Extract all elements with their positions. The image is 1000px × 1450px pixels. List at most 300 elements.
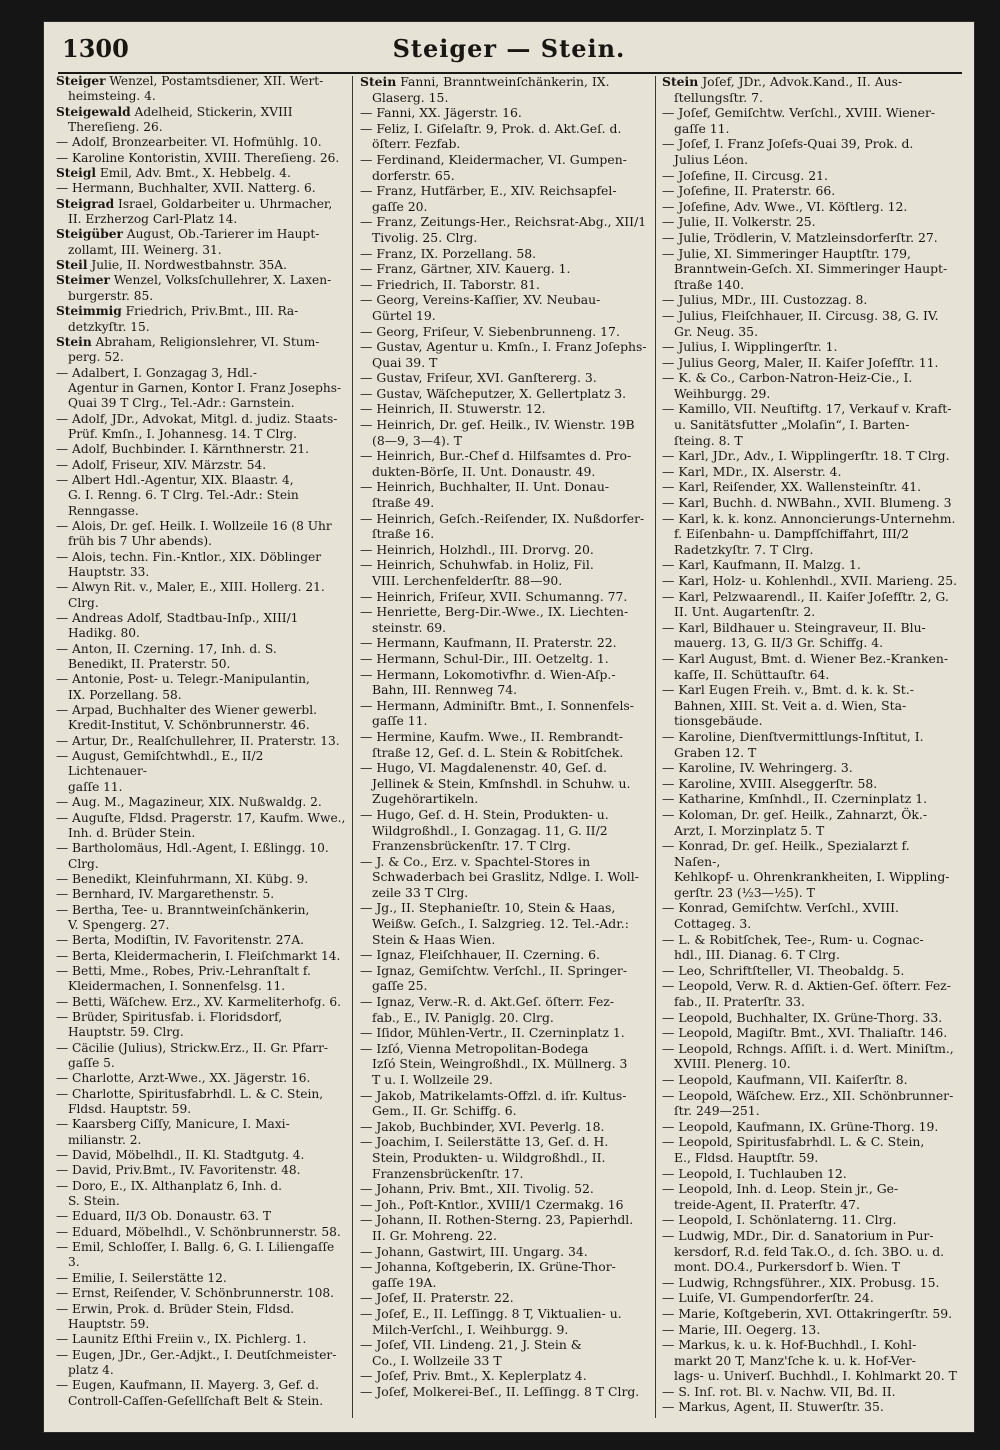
directory-entry (56, 841, 346, 872)
directory-entry (662, 1212, 958, 1228)
directory-entry (360, 152, 650, 183)
entry-text: — Erwin, Prok. d. Brüder Stein, Fldsd. Hauptstr. 59. (56, 1301, 295, 1331)
page-header (44, 22, 974, 72)
column-divider (352, 76, 353, 1418)
directory-entry (662, 230, 958, 246)
directory-entry (360, 479, 650, 510)
entry-text: — Adolf, Buchbinder. I. Kärnthnerstr. 21. (56, 442, 310, 457)
directory-entry (360, 105, 650, 121)
directory-entry (662, 74, 958, 105)
entry-text: — Gustav, Agentur u. Kmſn., I. Franz Joſephs- Quai 39. T (360, 339, 647, 370)
entry-text: — Kaarsberg Ciſſy, Manicure, I. Maxi- milianstr. 2. (56, 1117, 290, 1147)
directory-entry (360, 292, 650, 323)
entry-surname: Stein (662, 74, 699, 89)
directory-entry (662, 246, 958, 293)
directory-entry (360, 121, 650, 152)
entry-text: — Izſó, Vienna Metropolitan-Bodega Izſó Stein, Weingroßhdl., IX. Müllnerg. 3 T u. I. Wollzeile 29. (360, 1040, 628, 1087)
directory-entry (360, 1119, 650, 1135)
directory-entry (360, 74, 650, 105)
entry-text: — Joſef, VII. Lindeng. 21, J. Stein & Co., I. Wollzeile 33 T (360, 1337, 582, 1368)
entry-text: — Leo, Schriftſteller, VI. Theobaldg. 5. (662, 962, 905, 978)
column-3 (662, 74, 958, 1418)
directory-entry (662, 339, 958, 355)
entry-text: — Heinrich, Friſeur, XVII. Schumanng. 77. (360, 588, 628, 604)
entry-text: — Eduard, Möbelhdl., V. Schönbrunnerstr. 58. (56, 1224, 341, 1239)
entry-text: — Joſef, I. Franz Joſefs-Quai 39, Prok. d. Julius Léon. (662, 136, 914, 167)
directory-entry (56, 703, 346, 734)
entry-text: — Heinrich, Bur.-Chef d. Hilfsamtes d. Pro- dukten-Börſe, II. Unt. Donaustr. 49. (360, 448, 632, 479)
directory-entry (360, 1337, 650, 1368)
entry-text: — Karl, k. k. konz. Annoncierungs-Unternehm. f. Eiſenbahn- u. Dampfſchiffahrt, III/2 Radetzkyſtr. 7. T Clrg. (662, 510, 956, 557)
entry-surname: Steiger (56, 74, 106, 88)
directory-entry (662, 900, 958, 931)
directory-entry (56, 442, 346, 457)
directory-entry (360, 1368, 650, 1384)
directory-entry (360, 261, 650, 277)
entry-text: — Franz, IX. Porzellang. 58. (360, 245, 537, 261)
directory-entry (662, 557, 958, 573)
entry-text: — Julius, Fleiſchhauer, II. Circusg. 38, G. IV. Gr. Neug. 35. (662, 307, 939, 339)
directory-entry (662, 729, 958, 760)
entry-text: — Karoline, Dienſtvermittlungs-Inſtitut, I. Graben 12. T (662, 728, 924, 760)
entry-text: — Markus, k. u. k. Hof-Buchhdl., I. Kohl- markt 20 T, Manz'ſche k. u. k. Hof-Ver- lags- u. Univerſ. Buchhdl., I. Kohlmarkt 20. T (662, 1337, 957, 1384)
entry-text: — Hermann, Adminiſtr. Bmt., I. Sonnenfels- gaſſe 11. (360, 697, 634, 729)
directory-entry (662, 292, 958, 308)
entry-text: — Johann, II. Rothen-Sterng. 23, Papierhdl. II. Gr. Mohreng. 22. (360, 1212, 634, 1243)
column-2 (360, 74, 650, 1418)
entry-text: — Karoline, XVIII. Alseggerſtr. 58. (662, 775, 878, 791)
directory-entry (360, 417, 650, 448)
directory-entry (56, 1087, 346, 1118)
entry-text: — Gustav, Wäſcheputzer, X. Gellertplatz 3. (360, 385, 627, 401)
directory-entry (360, 1025, 650, 1041)
directory-entry (56, 749, 346, 795)
directory-entry (360, 1088, 650, 1119)
directory-entry (662, 776, 958, 792)
directory-entry (662, 448, 958, 464)
entry-text: — Julie, II. Volkerstr. 25. (662, 214, 816, 230)
entry-text: — Hermine, Kaufm. Wwe., II. Rembrandt- ſtraße 12, Geſ. d. L. Stein & Robitſchek. (360, 728, 624, 760)
entry-text: — Heinrich, Geſch.-Reiſender, IX. Nußdorfer- ſtraße 16. (360, 510, 645, 542)
directory-entry (360, 542, 650, 558)
entry-text: — Franz, Zeitungs-Her., Reichsrat-Abg., XII/1 Tivolig. 25. Clrg. (360, 214, 647, 245)
directory-entry (662, 791, 958, 807)
entry-text: — Charlotte, Spiritusfabrhdl. L. & C. Stein, Fldsd. Hauptstr. 59. (56, 1086, 324, 1117)
directory-entry (56, 458, 346, 473)
entry-text: — Marie, Koſtgeberin, XVI. Ottakringerſtr. 59. (662, 1305, 953, 1321)
directory-entry (56, 519, 346, 550)
directory-entry (662, 1181, 958, 1212)
directory-entry (662, 978, 958, 1009)
entry-text: — Hermann, Lokomotivfhr. d. Wien-Aſp.- Bahn, III. Rennweg 74. (360, 666, 616, 698)
directory-entry (662, 479, 958, 495)
directory-entry (360, 1244, 650, 1260)
directory-entry (56, 473, 346, 519)
directory-entry (662, 1010, 958, 1026)
directory-entry (360, 947, 650, 963)
column-divider (655, 76, 656, 1418)
directory-entry (56, 1041, 346, 1072)
entry-text: — Karl, Pelzwaarendl., II. Kaiſer Joſefſtr. 2, G. II. Unt. Augartenſtr. 2. (662, 588, 949, 620)
entry-text: — Jakob, Buchbinder, XVI. Peverlg. 18. (360, 1118, 605, 1134)
directory-entry (360, 1384, 650, 1400)
directory-entry (56, 1240, 346, 1271)
entry-text: — Johann, Priv. Bmt., XII. Tivolig. 52. (360, 1181, 594, 1197)
entry-text: — Leopold, Rchngs. Aſſiſt. i. d. Wert. Miniſtm., XVIII. Plenerg. 10. (662, 1040, 954, 1072)
entry-surname: Steimmig (56, 304, 122, 319)
directory-entry (360, 994, 650, 1025)
running-head: Steiger — Stein. (392, 34, 626, 63)
directory-entry (360, 1197, 650, 1213)
entry-text: — Ignaz, Fleiſchhauer, II. Czerning. 6. (360, 947, 600, 963)
entry-text: — Antonie, Post- u. Telegr.-Manipulantin, IX. Porzellang. 58. (56, 672, 310, 702)
directory-entry (56, 151, 346, 166)
directory-entry (360, 183, 650, 214)
directory-entry (662, 651, 958, 682)
entry-text: Adelheid, Stickerin, XVIII Thereſieng. 26. (68, 104, 293, 135)
entry-text: — Joſef, Gemiſchtw. Verſchl., XVIII. Wiener- gaſſe 11. (662, 105, 936, 136)
entry-text: — Leopold, Verw. R. d. Aktien-Geſ. öſterr. Fez- fab., II. Praterſtr. 33. (662, 978, 951, 1010)
entry-text: — Joachim, I. Seilerstätte 13, Geſ. d. H. Stein, Produkten- u. Wildgroßhdl., II. Franzensbrückenſtr. 17. (360, 1134, 609, 1181)
entry-text: — Charlotte, Arzt-Wwe., XX. Jägerstr. 16. (56, 1071, 311, 1086)
entry-text: — Karl, Buchh. d. NWBahn., XVII. Blumeng. 3 (662, 495, 952, 511)
entry-text: — Julius, I. Wipplingerſtr. 1. (662, 339, 838, 355)
entry-text: — Karl Eugen Freih. v., Bmt. d. k. k. St.- Bahnen, XIII. St. Veit a. d. Wien, Sta- tionsgebäude. (662, 682, 914, 729)
entry-text: — K. & Co., Carbon-Natron-Heiz-Cie., I. Weihburgg. 29. (662, 370, 913, 401)
directory-entry (360, 246, 650, 262)
entry-text: — Karl August, Bmt. d. Wiener Bez.-Kranken- kaſſe, II. Schüttauſtr. 64. (662, 650, 949, 682)
entry-surname: Steimer (56, 273, 110, 288)
directory-entry (662, 355, 958, 371)
entry-text: — Iſidor, Mühlen-Vertr., II. Czerninplatz 1. (360, 1025, 625, 1041)
entry-text: — Karl, Bildhauer u. Steingraveur, II. Blu- mauerg. 13, G. II/3 Gr. Schiffg. 4. (662, 619, 926, 651)
entry-text: — Ludwig, Rchngsführer., XIX. Probusg. 15. (662, 1274, 940, 1290)
entry-text: — Eduard, II/3 Ob. Donaustr. 63. T (56, 1209, 271, 1224)
directory-entry (56, 580, 346, 611)
directory-entry (56, 166, 346, 181)
directory-entry (56, 1225, 346, 1240)
entry-text: — Karl, JDr., Adv., I. Wipplingerſtr. 18. T Clrg. (662, 448, 950, 464)
entry-text: — Cäcilie (Julius), Strickw.Erz., II. Gr. Pfarr- gaſſe 5. (56, 1040, 329, 1070)
directory-entry (56, 903, 346, 934)
directory-entry (360, 214, 650, 245)
directory-entry (662, 1290, 958, 1306)
entry-text: — Julius Georg, Maler, II. Kaiſer Joſefſtr. 11. (662, 354, 939, 370)
entry-text: — Konrad, Gemiſchtw. Verſchl., XVIII. Cottageg. 3. (662, 900, 899, 932)
entry-text: Friedrich, Priv.Bmt., III. Ra- detzkyſtr. 15. (68, 304, 299, 334)
entry-text: Emil, Adv. Bmt., X. Hebbelg. 4. (95, 166, 291, 181)
directory-entry (56, 1271, 346, 1286)
entry-text: — Leopold, I. Tuchlauben 12. (662, 1165, 847, 1181)
directory-entry (662, 1384, 958, 1400)
directory-entry (360, 1181, 650, 1197)
entry-text: — Julius, MDr., III. Custozzag. 8. (662, 292, 868, 308)
entry-text: — Berta, Kleidermacherin, I. Fleiſchmarkt 14. (56, 948, 341, 963)
entry-text: — Konrad, Dr. geſ. Heilk., Spezialarzt f. Naſen-, Kehlkopf- u. Ohrenkrankheiten, I. Wippling- gerſtr. 23 (½3—½5). T (662, 838, 950, 900)
directory-entry (662, 682, 958, 729)
entry-surname: Steigl (56, 166, 96, 181)
directory-entry (662, 1306, 958, 1322)
entry-text: — Leopold, Buchhalter, IX. Grüne-Thorg. 33. (662, 1009, 943, 1025)
directory-entry (662, 1228, 958, 1275)
entry-text: — Ernst, Reiſender, V. Schönbrunnerstr. 108. (56, 1286, 335, 1301)
directory-entry (360, 854, 650, 901)
entry-text: — Betti, Wäſchew. Erz., XV. Karmeliterhofg. 6. (56, 994, 341, 1009)
directory-entry (56, 197, 346, 228)
directory-entry (56, 550, 346, 581)
directory-entry (360, 277, 650, 293)
directory-entry (56, 258, 346, 273)
entry-text: — Marie, III. Oegerg. 13. (662, 1321, 821, 1337)
entry-text: — Emilie, I. Seilerstätte 12. (56, 1270, 227, 1285)
entry-text: August, Ob.-Tarierer im Haupt- zollamt, III. Weinerg. 31. (68, 227, 320, 257)
entry-text: — Leopold, Spiritusfabrhdl. L. & C. Stein, E., Fldsd. Hauptſtr. 59. (662, 1134, 925, 1165)
column-1 (56, 74, 346, 1418)
directory-entry (360, 448, 650, 479)
directory-entry (662, 807, 958, 838)
entry-text: — Eugen, JDr., Ger.-Adjkt., I. Deutſchmeister- platz 4. (56, 1347, 337, 1377)
entry-text: — Adalbert, I. Gonzagag 3, Hdl.- Agentur in Garnen, Kontor I. Franz Josephs- Quai 39 T Clrg., Tel.-Adr.: Garnstein. (56, 365, 342, 411)
entry-text: — Ludwig, MDr., Dir. d. Sanatorium in Pur- kersdorf, R.d. feld Tak.O., d. ſch. 3BO. u. d. mont. DO.4., Purkersdorf b. Wien. T (662, 1227, 945, 1275)
entry-text: — Alois, Dr. geſ. Heilk. I. Wollzeile 16 (8 Uhr früh bis 7 Uhr abends). (56, 518, 332, 549)
entry-text: — Julie, XI. Simmeringer Hauptſtr. 179, Branntwein-Geſch. XI. Simmeringer Haupt- ſtraße 140. (662, 245, 948, 292)
directory-entry (56, 642, 346, 673)
entry-text: — Joſefine, Adv. Wwe., VI. Köſtlerg. 12. (662, 198, 908, 214)
entry-text: — August, Gemiſchtwhdl., E., II/2 Lichtenauer- gaſſe 11. (56, 749, 264, 794)
directory-entry (662, 1399, 958, 1415)
entry-text: — Eugen, Kaufmann, II. Mayerg. 3, Gef. d. Controll-Caſſen-Geſellſchaft Belt & Stein. (56, 1378, 324, 1408)
entry-surname: Steigewald (56, 104, 131, 119)
entry-text: — Karl, Holz- u. Kohlenhdl., XVII. Marieng. 25. (662, 573, 958, 588)
directory-entry (662, 105, 958, 136)
directory-entry (56, 672, 346, 703)
directory-entry (662, 511, 958, 558)
directory-entry (56, 1148, 346, 1163)
entry-text: — Albert Hdl.-Agentur, XIX. Blaastr. 4, G. I. Renng. 6. T Clrg. Tel.-Adr.: Stein Renngasse. (56, 472, 299, 518)
entry-text: — Arpad, Buchhalter des Wiener gewerbl. Kredit-Institut, V. Schönbrunnerstr. 46. (56, 703, 317, 733)
entry-text: — Ignaz, Gemiſchtw. Verſchl., II. Springer- gaſſe 25. (360, 962, 628, 994)
directory-entry (56, 611, 346, 642)
directory-entry (56, 949, 346, 964)
directory-entry (360, 729, 650, 760)
directory-entry (662, 1088, 958, 1119)
entry-text: — Johann, Gastwirt, III. Ungarg. 34. (360, 1243, 588, 1259)
entry-text: — Aug. M., Magazineur, XIX. Nußwaldg. 2. (56, 795, 322, 810)
directory-entry (56, 1378, 346, 1409)
directory-entry (360, 1134, 650, 1181)
directory-entry (662, 464, 958, 480)
entry-text: — Artur, Dr., Realſchullehrer, II. Praterstr. 13. (56, 733, 340, 748)
entry-text: Wenzel, Postamtsdiener, XII. Wert- heimsteing. 4. (68, 74, 324, 104)
directory-entry (56, 1163, 346, 1178)
directory-entry (360, 1306, 650, 1337)
entry-text: — Leopold, Magiſtr. Bmt., XVI. Thaliaſtr. 146. (662, 1025, 948, 1041)
entry-text: — Karoline, IV. Wehringerg. 3. (662, 760, 853, 776)
entry-text: — Karl, MDr., IX. Alserstr. 4. (662, 463, 842, 479)
entry-text: — Adolf, Friseur, XIV. Märzstr. 54. (56, 457, 267, 472)
entry-text: — Heinrich, Holzhdl., III. Drorvg. 20. (360, 541, 594, 557)
directory-entry (56, 811, 346, 842)
entry-text: — Markus, Agent, II. Stuwerſtr. 35. (662, 1399, 884, 1415)
entry-surname: Stein (360, 74, 397, 89)
entry-text: — Karl, Reiſender, XX. Wallensteinſtr. 41. (662, 479, 922, 495)
directory-entry (360, 401, 650, 417)
directory-entry (56, 795, 346, 810)
directory-page (44, 22, 974, 1432)
directory-entry (662, 308, 958, 339)
directory-entry (662, 573, 958, 589)
entry-surname: Stein (56, 334, 92, 349)
directory-entry (662, 1134, 958, 1165)
entry-text: — Franz, Hutfärber, E., XIV. Reichsapfel- gaſſe 20. (360, 183, 617, 214)
entry-text: — Heinrich, Schuhwfab. in Holiz, Fil. VIII. Lerchenfelderſtr. 88—90. (360, 557, 594, 588)
directory-entry (360, 1259, 650, 1290)
directory-entry (662, 401, 958, 448)
entry-text: — Alois, techn. Fin.-Kntlor., XIX. Döblinger Hauptstr. 33. (56, 549, 322, 579)
page-number: 1300 (62, 34, 129, 63)
entry-text: — L. & Robitſchek, Tee-, Rum- u. Cognac- hdl., III. Dianag. 6. T Clrg. (662, 931, 924, 963)
directory-entry (360, 698, 650, 729)
entry-text: — Joſefine, II. Praterstr. 66. (662, 183, 836, 199)
directory-entry (360, 900, 650, 947)
directory-entry (360, 324, 650, 340)
directory-entry (56, 366, 346, 412)
entry-text: — Hugo, Geſ. d. H. Stein, Produkten- u. Wildgroßhdl., I. Gonzagag. 11, G. II/2 Franzensbrückenſtr. 17. T Clrg. (360, 806, 609, 854)
directory-entry (360, 1041, 650, 1088)
entry-text: — Emil, Schloſſer, I. Ballg. 6, G. I. Liliengaſſe 3. (56, 1240, 335, 1270)
directory-entry (662, 495, 958, 511)
entry-text: — Launitz Eſthi Freiin v., IX. Pichlerg. 1. (56, 1332, 307, 1347)
directory-entry (56, 181, 346, 196)
directory-entry (56, 1209, 346, 1224)
directory-entry (360, 807, 650, 854)
entry-text: — Adolf, JDr., Advokat, Mitgl. d. judiz. Staats- Prüf. Kmſn., I. Johannesg. 14. T Clrg. (56, 411, 338, 441)
entry-text: — Franz, Gärtner, XIV. Kauerg. 1. (360, 261, 571, 277)
directory-entry (662, 183, 958, 199)
directory-entry (360, 635, 650, 651)
directory-entry (360, 963, 650, 994)
directory-entry (56, 1302, 346, 1333)
entry-text: — Karl, Kaufmann, II. Malzg. 1. (662, 557, 861, 573)
directory-entry (56, 887, 346, 902)
entry-text: — Berta, Modiſtin, IV. Favoritenstr. 27A. (56, 933, 304, 948)
directory-entry (360, 760, 650, 807)
entry-text: Fanni, Branntweinſchänkerin, IX. Glaserg. 15. (372, 74, 610, 105)
entry-text: Joſef, JDr., Advok.Kand., II. Aus- ſtellungsſtr. 7. (674, 74, 903, 105)
directory-entry (360, 1212, 650, 1243)
entry-text: — Betti, Mme., Robes, Priv.-Lehranſtalt f. Kleidermachen, I. Sonnenfelsg. 11. (56, 963, 311, 994)
directory-entry (662, 199, 958, 215)
entry-text: Israel, Goldarbeiter u. Uhrmacher, II. Erzherzog Carl-Platz 14. (68, 196, 333, 227)
directory-entry (360, 1290, 650, 1306)
entry-text: — Hugo, VI. Magdalenenstr. 40, Geſ. d. Jellinek & Stein, Kmſnshdl. in Schuhw. u. Zugehörartikeln. (360, 760, 631, 807)
entry-text: — Heinrich, Buchhalter, II. Unt. Donau- ſtraße 49. (360, 479, 610, 511)
entry-text: — Joſef, Molkerei-Beſ., II. Leſſingg. 8 T Clrg. (360, 1383, 640, 1399)
entry-text: — Heinrich, II. Stuwerstr. 12. (360, 401, 546, 417)
entry-text: — Bernhard, IV. Margarethenstr. 5. (56, 887, 275, 902)
entry-text: — Bertha, Tee- u. Branntweinſchänkerin, V. Spengerg. 27. (56, 902, 310, 932)
directory-entry (662, 136, 958, 167)
entry-text: — Leopold, Wäſchew. Erz., XII. Schönbrunner- ſtr. 249—251. (662, 1087, 954, 1119)
entry-text: Wenzel, Volksſchullehrer, X. Laxen- burgerstr. 85. (68, 273, 332, 303)
directory-entry (360, 589, 650, 605)
directory-entry (56, 933, 346, 948)
entry-text: — Koloman, Dr. geſ. Heilk., Zahnarzt, Ök.- Arzt, I. Morzinplatz 5. T (662, 806, 928, 838)
entry-text: — Karoline Kontoristin, XVIII. Thereſieng. 26. (56, 150, 340, 165)
directory-entry (56, 1332, 346, 1347)
directory-entry (56, 964, 346, 995)
entry-text: — Joh., Poſt-Kntlor., XVIII/1 Czermakg. 16 (360, 1196, 624, 1212)
directory-entry (662, 1166, 958, 1182)
entry-text: — Brüder, Spiritusfab. i. Floridsdorf, Hauptstr. 59. Clrg. (56, 1009, 283, 1040)
directory-entry (662, 1025, 958, 1041)
directory-entry (56, 227, 346, 258)
entry-text: — Georg, Friſeur, V. Siebenbrunneng. 17. (360, 323, 620, 339)
directory-entry (662, 1337, 958, 1384)
directory-entry (360, 511, 650, 542)
directory-entry (56, 734, 346, 749)
entry-text: — David, Priv.Bmt., IV. Favoritenstr. 48. (56, 1163, 301, 1178)
directory-entry (662, 1072, 958, 1088)
entry-text: — Leopold, I. Schönlaterng. 11. Clrg. (662, 1212, 897, 1228)
directory-entry (360, 651, 650, 667)
entry-text: — Heinrich, Dr. geſ. Heilk., IV. Wienstr. 19B (8—9, 3—4). T (360, 417, 635, 448)
directory-entry (56, 995, 346, 1010)
entry-surname: Steil (56, 258, 88, 273)
entry-text: — Johanna, Koſtgeberin, IX. Grüne-Thor- gaſſe 19A. (360, 1259, 616, 1290)
directory-entry (56, 335, 346, 366)
directory-entry (662, 1041, 958, 1072)
entry-text: — Gustav, Friſeur, XVI. Ganſtererg. 3. (360, 370, 597, 386)
entry-text: Julie, II. Nordwestbahnstr. 35A. (87, 258, 287, 273)
directory-entry (662, 370, 958, 401)
entry-text: — Fanni, XX. Jägerstr. 16. (360, 105, 522, 121)
entry-text: — Andreas Adolf, Stadtbau-Inſp., XIII/1 Hadikg. 80. (56, 611, 299, 641)
entry-text: — Adolf, Bronzearbeiter. VI. Hofmühlg. 10. (56, 135, 322, 150)
entry-text: — Ferdinand, Kleidermacher, VI. Gumpen- dorferstr. 65. (360, 151, 627, 183)
entry-text: — Friedrich, II. Taborstr. 81. (360, 276, 540, 292)
entry-text: — Henriette, Berg-Dir.-Wwe., IX. Liechten- steinstr. 69. (360, 604, 629, 635)
entry-text: — Leopold, Inh. d. Leop. Stein jr., Ge- treide-Agent, II. Praterſtr. 47. (662, 1181, 899, 1212)
entry-text: — Joſef, E., II. Leſſingg. 8 T, Viktualien- u. Milch-Verſchl., I. Weihburgg. 9. (360, 1305, 622, 1337)
entry-text: — David, Möbelhdl., II. Kl. Stadtgutg. 4. (56, 1148, 305, 1163)
directory-entry (56, 1286, 346, 1301)
entry-text: — Ignaz, Verw.-R. d. Akt.Geſ. öſterr. Fez- fab., E., IV. Paniglg. 20. Clrg. (360, 994, 615, 1025)
directory-entry (662, 1119, 958, 1135)
entry-text: — Joſef, Priv. Bmt., X. Keplerplatz 4. (360, 1368, 587, 1384)
directory-entry (360, 386, 650, 402)
directory-entry (56, 872, 346, 887)
entry-text: — Leopold, Kaufmann, VII. Kaiſerſtr. 8. (662, 1072, 908, 1087)
entry-text: — Doro, E., IX. Althanplatz 6, Inh. d. S. Stein. (56, 1178, 282, 1209)
directory-entry (360, 667, 650, 698)
directory-entry (662, 589, 958, 620)
directory-entry (56, 1010, 346, 1041)
directory-entry (56, 1179, 346, 1210)
entry-surname: Steigrad (56, 196, 115, 211)
directory-entry (56, 304, 346, 335)
directory-entry (662, 760, 958, 776)
entry-text: — Joſefine, II. Circusg. 21. (662, 167, 828, 183)
entry-text: — Katharine, Kmſnhdl., II. Czerninplatz 1. (662, 791, 928, 807)
directory-entry (360, 557, 650, 588)
directory-entry (662, 1322, 958, 1338)
entry-text: — Luiſe, VI. Gumpendorferſtr. 24. (662, 1290, 874, 1306)
entry-text: — Jakob, Matrikelamts-Offzl. d. iſr. Kultus- Gem., II. Gr. Schiffg. 6. (360, 1087, 627, 1119)
directory-entry (56, 412, 346, 443)
entry-text: — Alwyn Rit. v., Maler, E., XIII. Hollerg. 21. Clrg. (56, 580, 325, 610)
directory-entry (360, 604, 650, 635)
